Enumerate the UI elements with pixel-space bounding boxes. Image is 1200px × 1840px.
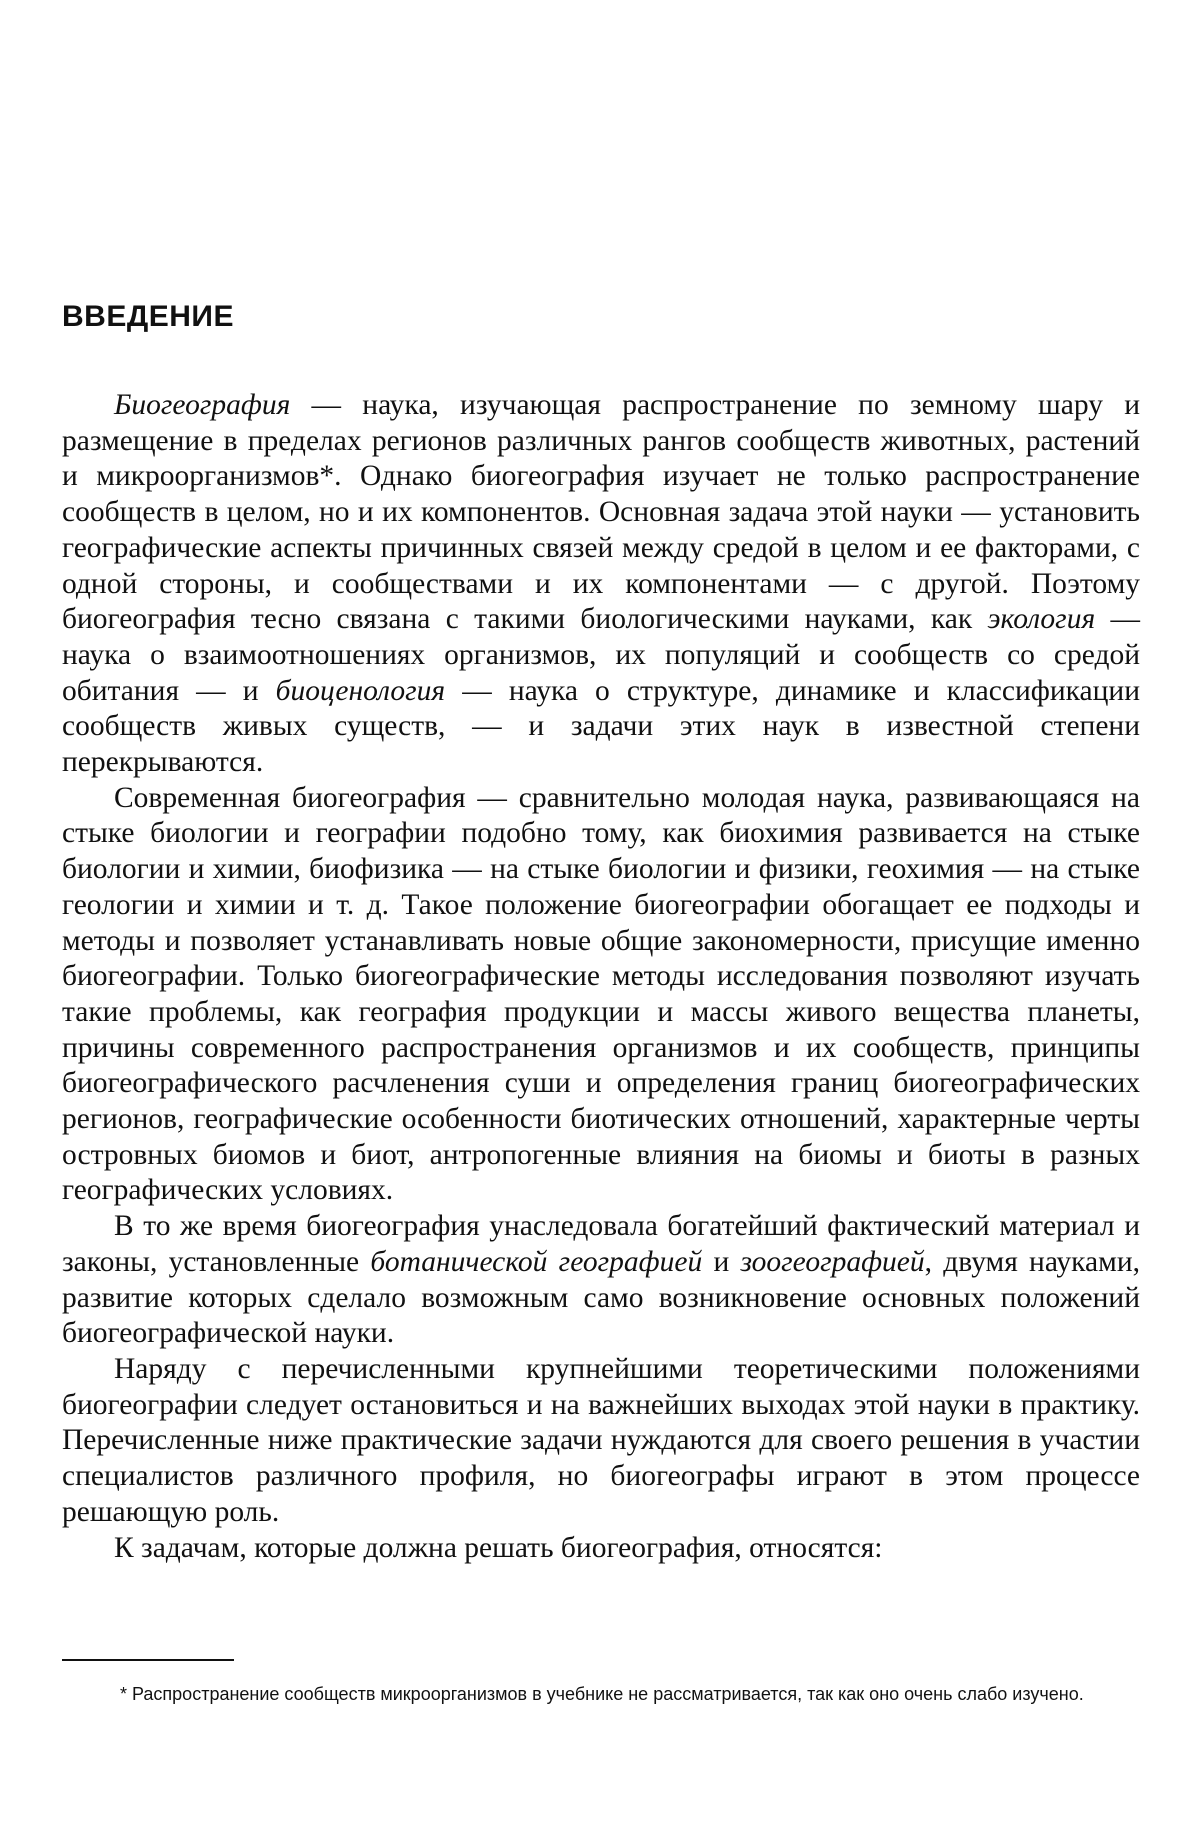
paragraph-3-text-c: , двумя науками, развитие которых сделало возможным само возникновение основных положений биогеографической науки. [62,1245,1140,1350]
chapter-heading: ВВЕДЕНИЕ [62,300,234,333]
footnote-separator [62,1659,234,1661]
term-zoogeography: зоогеографией [740,1245,925,1278]
paragraph-5: К задачам, которые должна решать биогеография, относятся: [114,1531,883,1564]
book-page [62,0,1140,1840]
paragraph-1-text-a: — наука, изучающая распространение по земному шару и размещение в пределах регионов различных рангов сообществ животных, растений и микроорганизмов*. Однако биогеография изучает не только распространение сообществ в целом, но и их компонентов. Основная задача этой науки — установить географические аспекты причинных связей между средой в целом и ее факторами, с одной стороны, и сообществами и их компонентами — с другой. Поэтому биогеография тесно связана с такими биологическими науками, как [62,389,1140,636]
paragraph-3 [62,1209,1140,1352]
term-biogeography: Биогеография [114,389,291,421]
term-botanical-geography: ботанической географией [370,1245,703,1278]
paragraph-1-text-c: — наука о структуре, динамике и классификации сообществ живых существ, — и задачи этих наук в известной степени перекрываются. [62,674,1140,779]
body-text [62,388,1140,1566]
paragraph-2: Современная биогеография — сравнительно молодая наука, развивающаяся на стыке биологии и географии подобно тому, как биохимия развивается на стыке биологии и химии, биофизика — на стыке биологии и физики, геохимия — на стыке геологии и химии и т. д. Такое положение биогеографии обогащает ее подходы и методы и позволяет устанавливать новые общие закономерности, присущие именно биогеографии. Только биогеографические методы исследования позволяют изучать такие проблемы, как география продукции и массы живого вещества планеты, причины современного распространения организмов и их сообществ, принципы биогеографического расчленения суши и определения границ биогеографических регионов, географические особенности биотических отношений, характерные черты островных биомов и биот, антропогенные влияния на биомы и биоты в разных географических условиях. [62,781,1140,1207]
paragraph-1-text-b: — наука о взаимоотношениях организмов, их популяций и сообществ со средой обитания — и [62,603,1141,707]
term-ecology: экология [987,603,1096,636]
paragraph-3-text-a: В то же время биогеография унаследовала богатейший фактический материал и законы, установленные [62,1210,1140,1278]
footnote: * Распространение сообществ микроорганизмов в учебнике не рассматривается, так как оно очень слабо изучено. [120,1684,1084,1704]
paragraph-3-text-b: и [702,1245,741,1278]
paragraph-4: Наряду с перечисленными крупнейшими теоретическими положениями биогеографии следует остановиться и на важнейших выходах этой науки в практику. Перечисленные ниже практические задачи нуждаются для своего решения в участии специалистов различного профиля, но биогеографы играют в этом процессе решающую роль. [62,1352,1140,1528]
paragraph-1 [62,388,1140,781]
term-biocenology: биоценология [275,674,446,707]
